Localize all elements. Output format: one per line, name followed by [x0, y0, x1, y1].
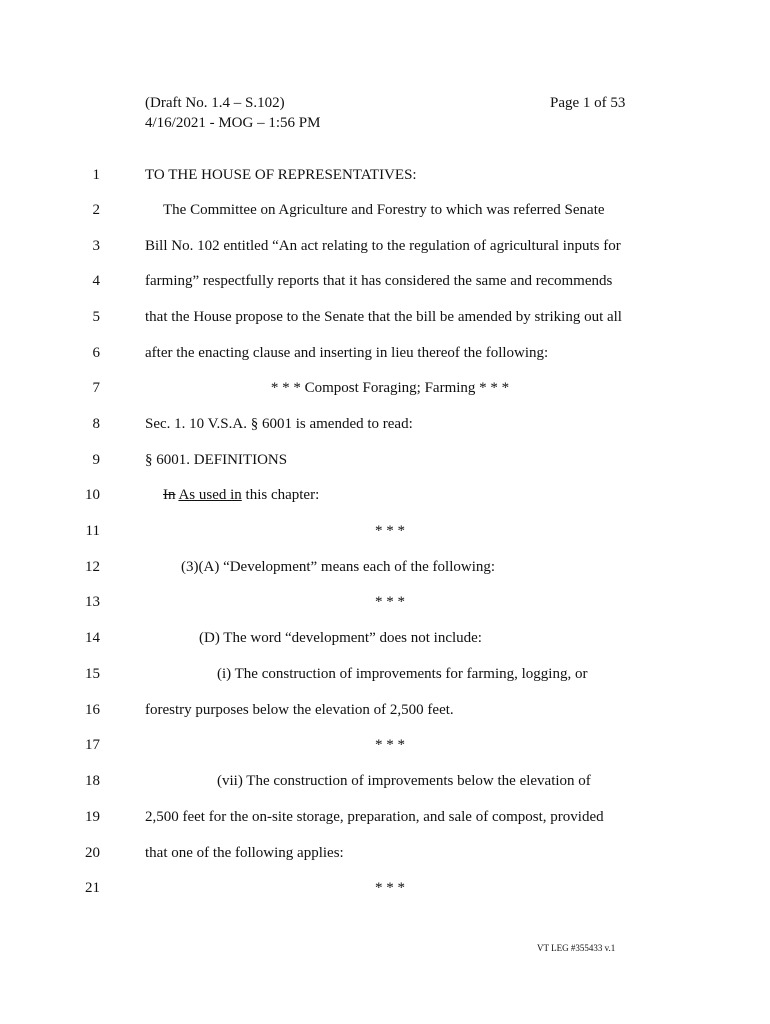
line-number: 6 — [92, 345, 100, 361]
line-text: § 6001. DEFINITIONS — [145, 452, 288, 468]
line-text: TO THE HOUSE OF REPRESENTATIVES: — [145, 167, 417, 183]
struck-text: In — [163, 487, 176, 503]
line-text: (3)(A) “Development” means each of the following: — [181, 559, 496, 575]
line-number: 13 — [85, 594, 100, 610]
line-9 — [0, 449, 770, 471]
section-heading: * * * Compost Foraging; Farming * * * — [270, 380, 510, 396]
line-number: 16 — [85, 702, 100, 718]
line-16 — [0, 699, 770, 721]
line-8 — [0, 413, 770, 435]
line-number: 21 — [85, 880, 100, 896]
line-text: that the House propose to the Senate that the bill be amended by striking out all — [145, 309, 622, 325]
line-text — [163, 484, 653, 506]
line-number: 7 — [92, 380, 100, 396]
line-4 — [0, 270, 770, 292]
line-20 — [0, 842, 770, 864]
line-number: 2 — [92, 202, 100, 218]
page-header-left — [145, 93, 320, 133]
line-number: 14 — [85, 630, 100, 646]
line-13 — [0, 591, 770, 613]
line-19 — [0, 806, 770, 828]
line-15 — [0, 663, 770, 685]
draft-number: (Draft No. 1.4 – S.102) — [145, 95, 285, 111]
line-number: 4 — [92, 273, 100, 289]
line-text: forestry purposes below the elevation of 2,500 feet. — [145, 702, 454, 718]
line-11 — [0, 520, 770, 542]
line-14 — [0, 627, 770, 649]
omission-marker: * * * — [375, 737, 405, 753]
line-5 — [0, 306, 770, 328]
line-number: 20 — [85, 845, 100, 861]
inserted-text: As used in — [178, 487, 242, 503]
line-1 — [0, 164, 770, 186]
line-text: The Committee on Agriculture and Forestry to which was referred Senate — [163, 202, 605, 218]
line-number: 5 — [92, 309, 100, 325]
line-18 — [0, 770, 770, 792]
line-text: (i) The construction of improvements for farming, logging, or — [217, 666, 588, 682]
omission-marker: * * * — [375, 594, 405, 610]
line-number: 8 — [92, 416, 100, 432]
draft-datetime: 4/16/2021 - MOG – 1:56 PM — [145, 115, 321, 131]
line-number: 10 — [85, 487, 100, 503]
line-21 — [0, 877, 770, 899]
line-number: 15 — [85, 666, 100, 682]
line-2 — [0, 199, 770, 221]
line-text: that one of the following applies: — [145, 845, 344, 861]
line-text: after the enacting clause and inserting in lieu thereof the following: — [145, 345, 549, 361]
line-6 — [0, 342, 770, 364]
line-text: (vii) The construction of improvements below the elevation of — [217, 773, 591, 789]
line-number: 1 — [92, 167, 100, 183]
line-7 — [0, 377, 770, 399]
line-12 — [0, 556, 770, 578]
line-3 — [0, 235, 770, 257]
line-number: 18 — [85, 773, 100, 789]
line-number: 19 — [85, 809, 100, 825]
line-number: 11 — [85, 523, 100, 539]
line-number: 9 — [92, 452, 100, 468]
line-text: Bill No. 102 entitled “An act relating to the regulation of agricultural inputs for — [145, 238, 621, 254]
page-number: Page 1 of 53 — [550, 95, 626, 111]
line-text: (D) The word “development” does not include: — [199, 630, 482, 646]
line-10 — [0, 484, 770, 506]
line-text-rest: this chapter: — [241, 487, 320, 503]
line-number: 17 — [85, 737, 100, 753]
line-number: 3 — [92, 238, 100, 254]
line-number: 12 — [85, 559, 100, 575]
line-17 — [0, 734, 770, 756]
line-text: farming” respectfully reports that it has considered the same and recommends — [145, 273, 613, 289]
line-text: Sec. 1. 10 V.S.A. § 6001 is amended to read: — [145, 416, 413, 432]
omission-marker: * * * — [375, 523, 405, 539]
omission-marker: * * * — [375, 880, 405, 896]
line-text: 2,500 feet for the on-site storage, preparation, and sale of compost, provided — [145, 809, 604, 825]
document-footer: VT LEG #355433 v.1 — [537, 943, 616, 953]
